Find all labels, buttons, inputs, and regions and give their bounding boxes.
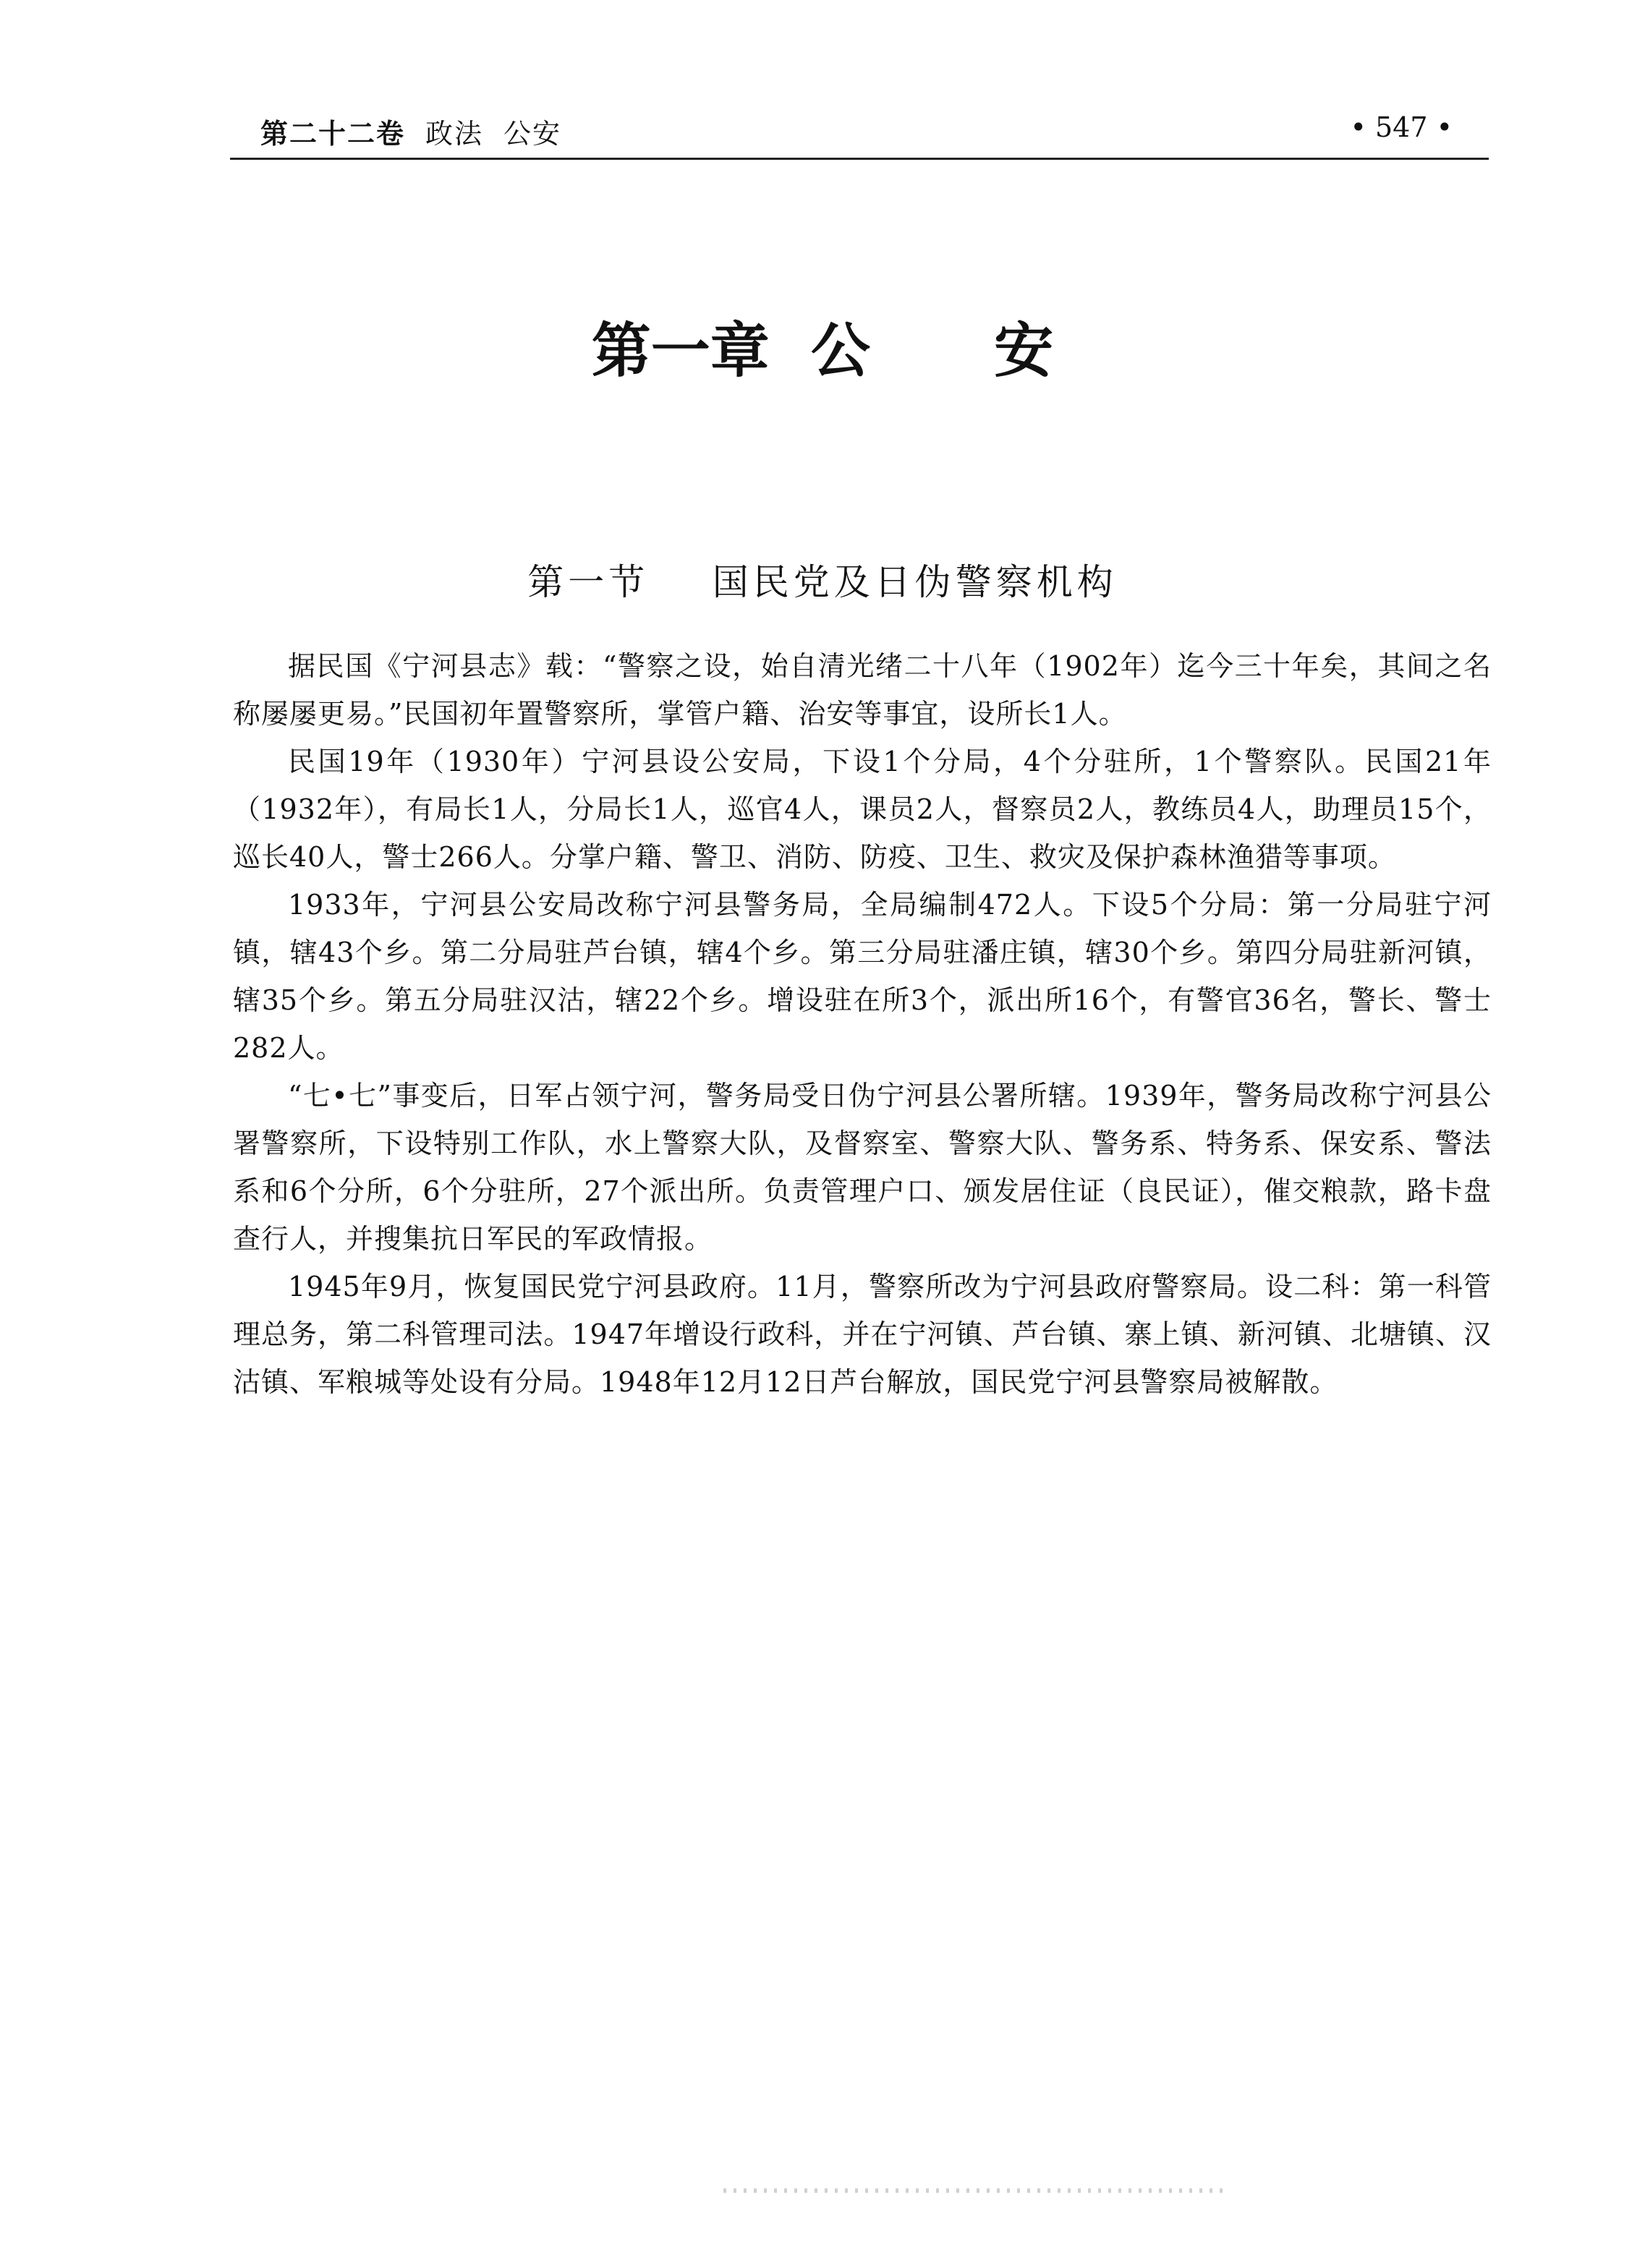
header-rule — [230, 158, 1489, 160]
paragraph-3: 1933年，宁河县公安局改称宁河县警务局，全局编制472人。下设5个分局：第一分局驻宁河镇，辖43个乡。第二分局驻芦台镇，辖4个乡。第三分局驻潘庄镇，辖30个乡。第四分局驻新河镇，辖35个乡。第五分局驻汉沽，辖22个乡。增设驻在所3个，派出所16个，有警官36名，警长、警士282人。 — [233, 889, 1492, 1064]
header-category: 政法 — [425, 118, 484, 150]
section-title: 第一节 国民党及日伪警察机构 — [527, 561, 1118, 603]
page-number: • 547 • — [1350, 111, 1453, 143]
paragraph-5: 1945年9月，恢复国民党宁河县政府。11月，警察所改为宁河县政府警察局。设二科：第一科管理总务，第二科管理司法。1947年增设行政科，并在宁河镇、芦台镇、寨上镇、新河镇、北塘镇、汉沽镇、军粮城等处设有分局。1948年12月12日芦台解放，国民党宁河县警察局被解散。 — [233, 1271, 1492, 1398]
paragraph-1: 据民国《宁河县志》载：“警察之设，始自清光绪二十八年（1902年）迄今三十年矣，其间之名称屡屡更易。”民国初年置警察所，掌管户籍、治安等事宜，设所长1人。 — [233, 650, 1492, 730]
header-volume: 第二十二卷 — [260, 118, 406, 150]
body-text — [233, 642, 1492, 1406]
running-header — [230, 101, 1489, 159]
paragraph-2: 民国19年（1930年）宁河县设公安局，下设1个分局，4个分驻所，1个警察队。民国21年（1932年），有局长1人，分局长1人，巡官4人，课员2人，督察员2人，教练员4人，助理员15个，巡长40人，警士266人。分掌户籍、警卫、消防、防疫、卫生、救灾及保护森林渔猎等事项。 — [233, 746, 1492, 873]
header-left — [260, 111, 582, 151]
header-subcategory: 公安 — [503, 118, 562, 150]
scan-noise-dots — [723, 2188, 1230, 2193]
chapter-title: 第一章 公 安 — [591, 317, 1054, 385]
paragraph-4: “七•七”事变后，日军占领宁河，警务局受日伪宁河县公署所辖。1939年，警务局改称宁河县公署警察所，下设特别工作队，水上警察大队，及督察室、警察大队、警务系、特务系、保安系、警法系和6个分所，6个分驻所，27个派出所。负责管理户口、颁发居住证（良民证），催交粮款，路卡盘查行人，并搜集抗日军民的军政情报。 — [233, 1080, 1492, 1255]
